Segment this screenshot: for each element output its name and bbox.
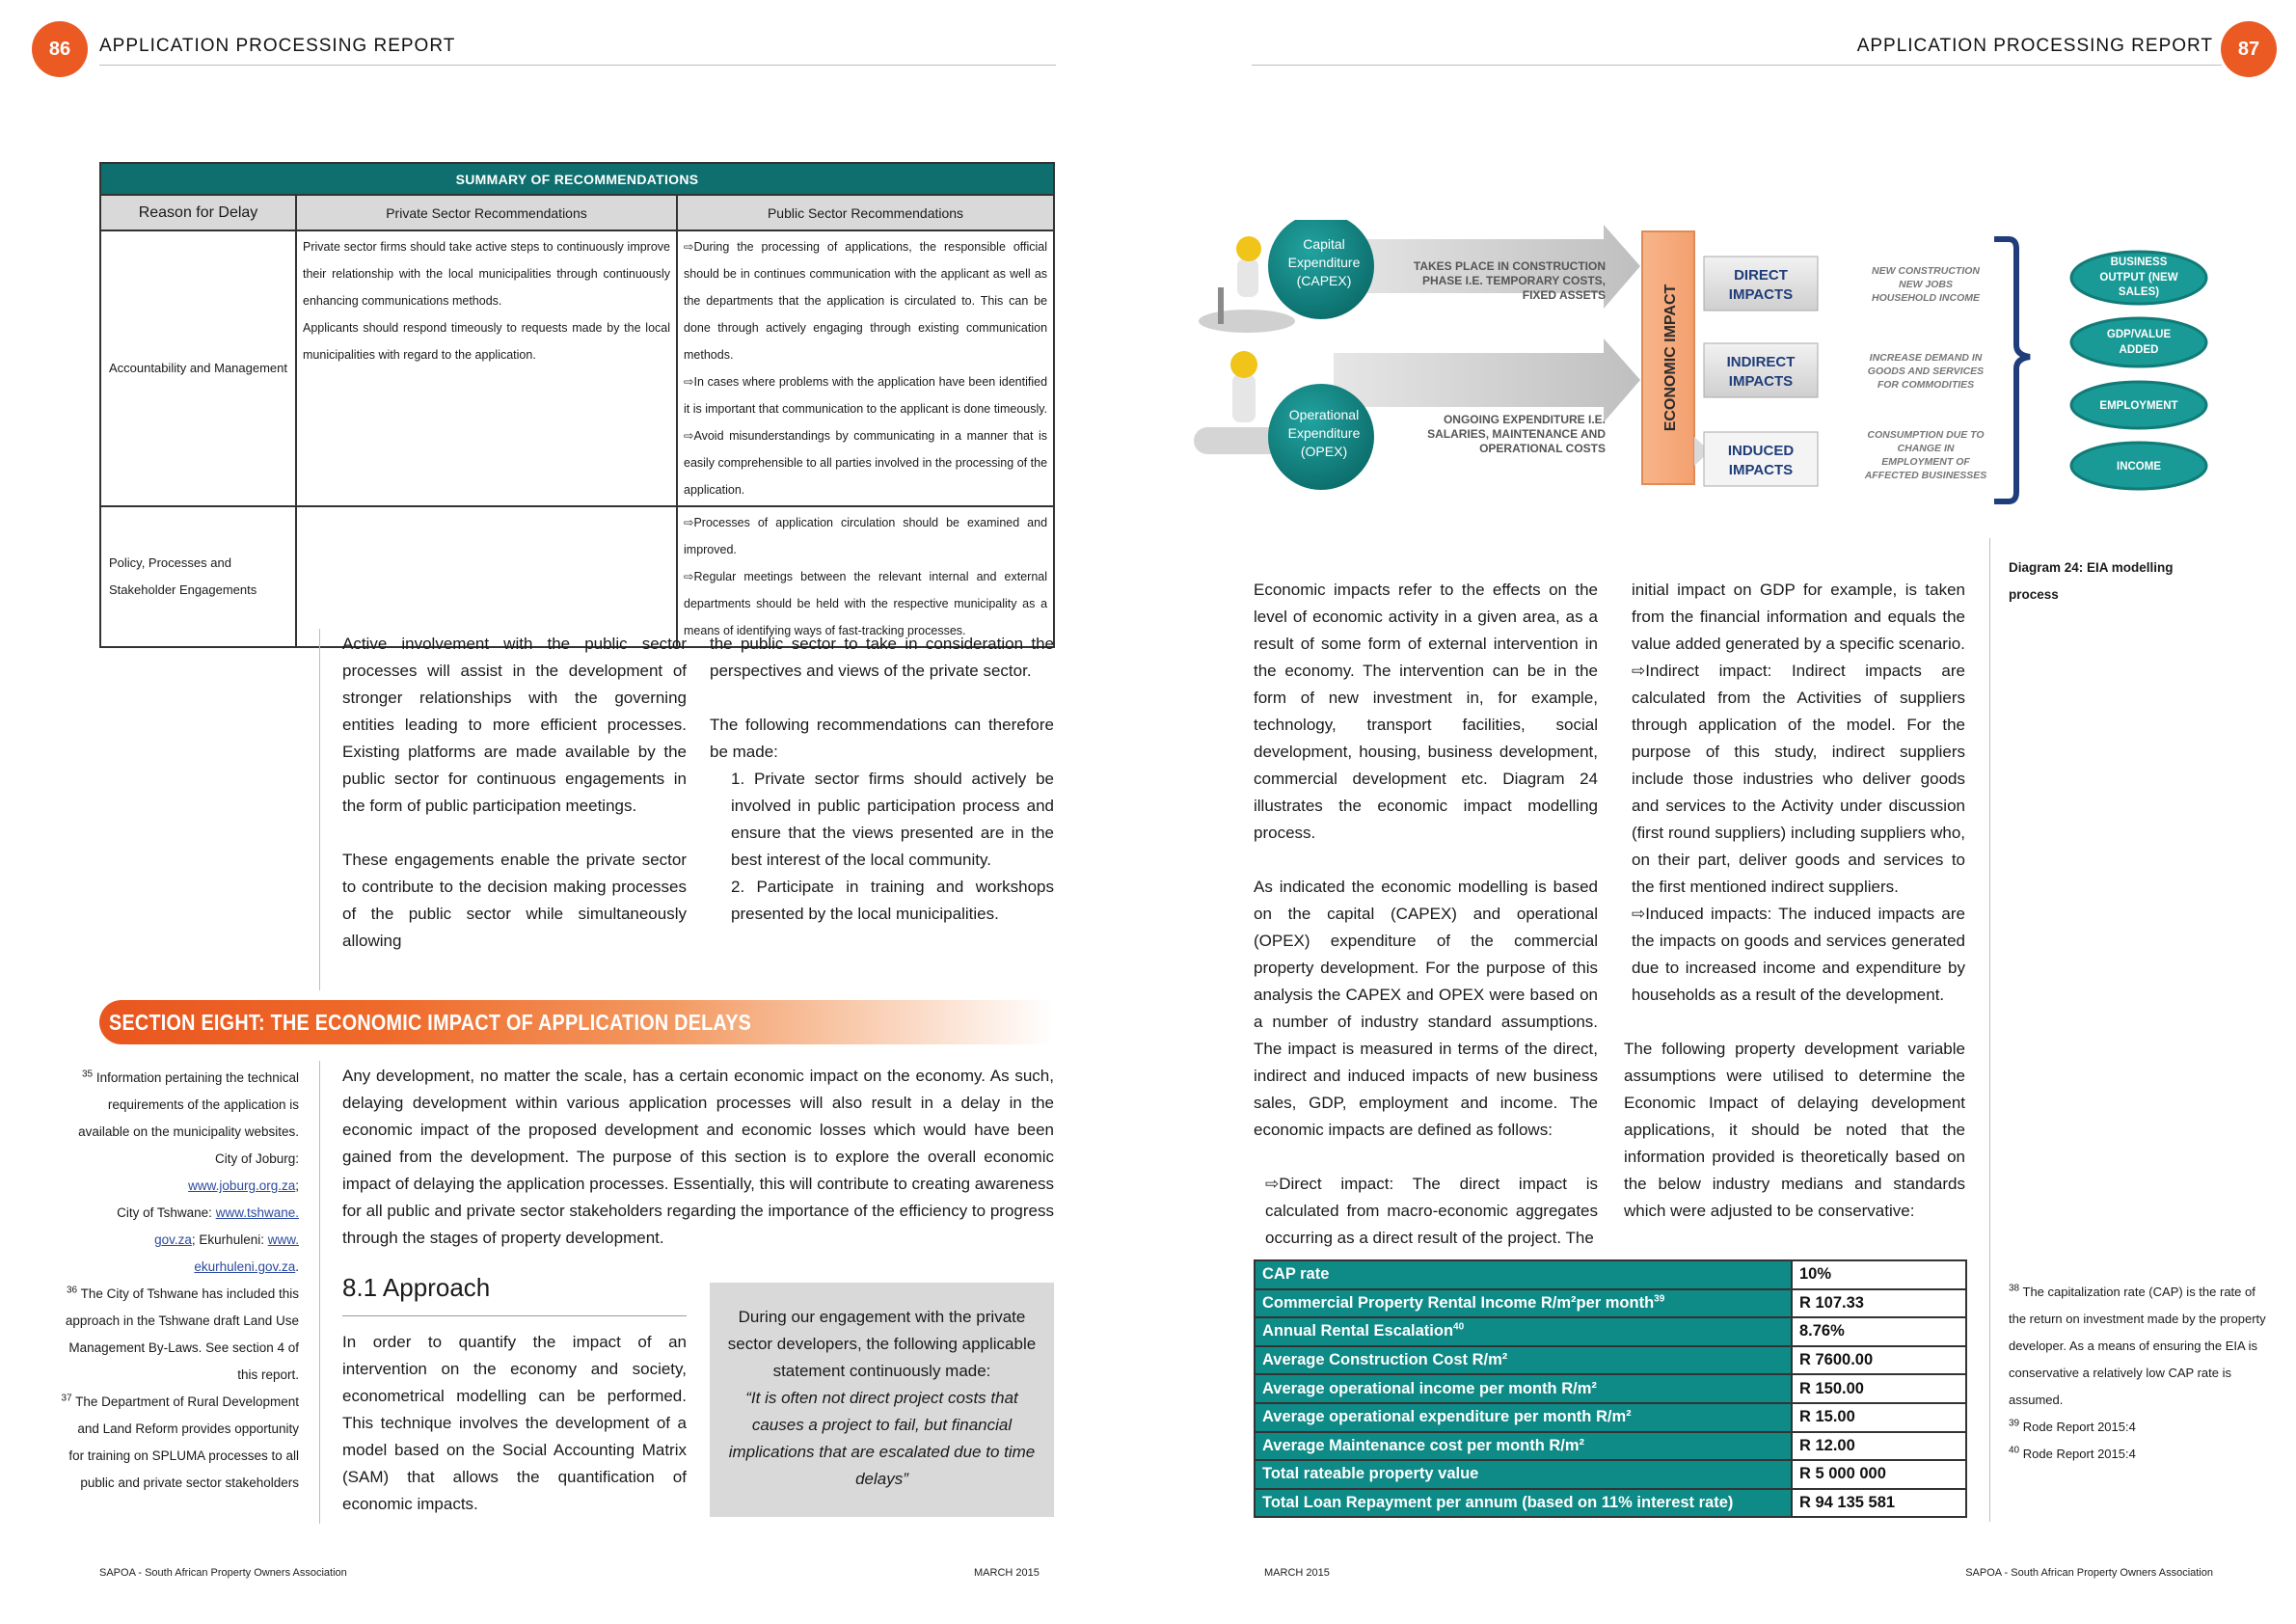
approach-text bbox=[342, 1329, 687, 1518]
assumption-value: 8.76% bbox=[1792, 1317, 1966, 1346]
left-text-column-1 bbox=[342, 631, 687, 955]
induced-impacts-label: INDUCED bbox=[1727, 443, 1795, 459]
assumption-label-text: CAP rate bbox=[1262, 1265, 1330, 1284]
assumption-label-text: Average Maintenance cost per month R/m² bbox=[1262, 1436, 1585, 1454]
footnote-text: Rode Report 2015:4 bbox=[2022, 1447, 2136, 1461]
assumption-value: R 150.00 bbox=[1792, 1374, 1966, 1403]
table-row bbox=[100, 230, 1054, 506]
opex-arrow-text: SALARIES, MAINTENANCE AND bbox=[1427, 427, 1606, 441]
table-row bbox=[1255, 1403, 1966, 1432]
approach-heading-rule bbox=[342, 1315, 687, 1316]
column-rule bbox=[319, 1061, 320, 1524]
induced-desc: AFFECTED BUSINESSES bbox=[1864, 470, 1987, 481]
paragraph: The following recommendations can therefore be made: bbox=[710, 716, 1054, 761]
output-label: EMPLOYMENT bbox=[2099, 400, 2178, 412]
capex-label: (CAPEX) bbox=[1296, 273, 1352, 288]
table-row bbox=[1255, 1317, 1966, 1346]
assumption-label bbox=[1255, 1289, 1792, 1318]
left-footer-org: SAPOA - South African Property Owners Association bbox=[99, 1567, 347, 1579]
assumption-label-text: Total rateable property value bbox=[1262, 1465, 1479, 1483]
quote-lead: During our engagement with the private sector developers, the following applicable statement continuously made: bbox=[727, 1308, 1037, 1380]
assumption-label-text: Average operational expenditure per month R/m² bbox=[1262, 1408, 1632, 1426]
paragraph: ⇨Direct impact: The direct impact is calculated from macro-economic aggregates occurring as a direct result of the project. The bbox=[1265, 1175, 1598, 1247]
capex-arrow-text: PHASE I.E. TEMPORARY COSTS, bbox=[1421, 274, 1606, 287]
assumption-label bbox=[1255, 1489, 1792, 1518]
indirect-desc: GOODS AND SERVICES bbox=[1867, 365, 1985, 377]
output-label: GDP/VALUE bbox=[2106, 329, 2172, 340]
list-item: 1. Private sector firms should actively be involved in public participation process and ensure that the views presented are in the best interest of the local community. bbox=[731, 770, 1054, 869]
capex-arrow-text: TAKES PLACE IN CONSTRUCTION bbox=[1413, 259, 1606, 273]
footnote-ref: 39 bbox=[1654, 1293, 1665, 1305]
opex-arrow-text: OPERATIONAL COSTS bbox=[1479, 442, 1606, 455]
output-label: ADDED bbox=[2119, 344, 2159, 356]
section-intro bbox=[342, 1063, 1054, 1252]
right-footnotes bbox=[2009, 1279, 2269, 1468]
assumption-label bbox=[1255, 1317, 1792, 1346]
col-header-private: Private Sector Recommendations bbox=[296, 195, 677, 230]
right-text-column-1 bbox=[1254, 577, 1598, 1252]
output-label: INCOME bbox=[2117, 461, 2161, 473]
quote-box bbox=[710, 1283, 1054, 1517]
direct-desc: NEW JOBS bbox=[1898, 279, 1954, 290]
right-footer-org: SAPOA - South African Property Owners Association bbox=[1965, 1567, 2213, 1579]
public-cell bbox=[677, 506, 1054, 647]
assumption-value: R 5 000 000 bbox=[1792, 1460, 1966, 1489]
capex-label: Capital bbox=[1303, 236, 1345, 252]
brace-icon bbox=[1994, 239, 2030, 501]
assumption-label bbox=[1255, 1346, 1792, 1375]
opex-label: Expenditure bbox=[1287, 425, 1361, 441]
direct-desc: NEW CONSTRUCTION bbox=[1872, 265, 1980, 277]
opex-label: (OPEX) bbox=[1300, 444, 1348, 459]
caption-line: process bbox=[2009, 587, 2059, 602]
opex-arrow bbox=[1334, 338, 1640, 422]
footnote-text: ; bbox=[295, 1178, 299, 1193]
ekurhuleni-link[interactable]: www. bbox=[267, 1232, 299, 1247]
right-footer-date: MARCH 2015 bbox=[1264, 1567, 1330, 1579]
public-rec: ⇨Regular meetings between the relevant internal and external departments should be held with the respective municipality as a means of identifying ways of fast-tracking processes. bbox=[684, 570, 1048, 637]
footnote-number: 35 bbox=[81, 1069, 94, 1080]
assumption-value: R 107.33 bbox=[1792, 1289, 1966, 1318]
right-header-rule bbox=[1252, 65, 2222, 66]
column-rule bbox=[319, 629, 320, 990]
public-rec: ⇨In cases where problems with the application have been identified it is important that communication to the applicant is done timeously. bbox=[684, 375, 1048, 416]
left-text-column-2 bbox=[710, 631, 1054, 928]
public-rec: ⇨Avoid misunderstandings by communicating in a manner that is easily comprehensible to all parties involved in the processing of the application. bbox=[684, 429, 1048, 497]
output-label: OUTPUT (NEW bbox=[2099, 272, 2178, 284]
ekurhuleni-link[interactable]: ekurhuleni.gov.za bbox=[194, 1259, 296, 1274]
table-row bbox=[1255, 1460, 1966, 1489]
right-header-title: APPLICATION PROCESSING REPORT bbox=[1856, 36, 2213, 56]
assumption-label-text: Average operational income per month R/m² bbox=[1262, 1379, 1597, 1397]
eia-modelling-diagram bbox=[1189, 220, 2221, 530]
opex-label: Operational bbox=[1288, 407, 1360, 422]
induced-desc: CHANGE IN bbox=[1897, 443, 1955, 454]
right-page-number: 87 bbox=[2221, 21, 2277, 77]
footnote-number: 40 bbox=[2009, 1445, 2020, 1456]
indirect-impacts-label: INDIRECT bbox=[1726, 354, 1796, 370]
table-row bbox=[1255, 1346, 1966, 1375]
footnote-text: Information pertaining the technical requirements of the application is available on the municipality websites. City of Joburg: bbox=[78, 1070, 299, 1166]
assumption-value: R 94 135 581 bbox=[1792, 1489, 1966, 1518]
left-header-rule bbox=[99, 65, 1056, 66]
left-header-title: APPLICATION PROCESSING REPORT bbox=[99, 36, 456, 56]
paragraph: the public sector to take in consideration the perspectives and views of the private sector. bbox=[710, 635, 1054, 680]
paragraph: The following property development variable assumptions were utilised to determine the Economic Impact of delaying development applications, it should be noted that the information provided is theoretically based on the below industry medians and standards which were adjusted to be conservative: bbox=[1624, 1040, 1965, 1220]
footnote-text: . bbox=[295, 1259, 299, 1274]
table-row bbox=[1255, 1374, 1966, 1403]
caption-line: Diagram 24: EIA modelling bbox=[2009, 560, 2174, 575]
footnote-text: City of Tshwane: bbox=[117, 1205, 212, 1220]
opex-arrow-text: ONGOING EXPENDITURE I.E. bbox=[1443, 413, 1606, 426]
private-cell bbox=[296, 506, 677, 647]
footnote-text: The capitalization rate (CAP) is the rate of the return on investment made by the property developer. As a means of ensuring the EIA is conservative a relatively low CAP rate is assumed. bbox=[2009, 1285, 2266, 1407]
footnote-number: 37 bbox=[61, 1393, 72, 1404]
footnote-text: The City of Tshwane has included this approach in the Tshwane draft Land Use Management By-Laws. See section 4 of this report. bbox=[65, 1286, 299, 1382]
col-header-reason: Reason for Delay bbox=[100, 195, 296, 230]
reason-cell: Policy, Processes and Stakeholder Engagements bbox=[100, 506, 296, 647]
table-row bbox=[1255, 1260, 1966, 1289]
approach-heading: 8.1 Approach bbox=[342, 1273, 491, 1302]
assumption-label bbox=[1255, 1403, 1792, 1432]
direct-desc: HOUSEHOLD INCOME bbox=[1871, 292, 1981, 304]
table-row bbox=[100, 506, 1054, 647]
summary-of-recommendations-table bbox=[99, 162, 1055, 648]
paragraph: ⇨Induced impacts: The induced impacts are the impacts on goods and services generated due to increased income and expenditure by households as a result of the development. bbox=[1632, 905, 1965, 1004]
private-cell bbox=[296, 230, 677, 506]
tshwane-link[interactable]: gov.za bbox=[154, 1232, 192, 1247]
footnote-number: 38 bbox=[2009, 1283, 2020, 1294]
footnote-text: The Department of Rural Development and Land Reform provides opportunity for training on SPLUMA processes to all public and private sector stakeholders bbox=[68, 1394, 299, 1490]
assumption-value: R 12.00 bbox=[1792, 1432, 1966, 1461]
paragraph: As indicated the economic modelling is based on the capital (CAPEX) and operational (OPEX) expenditure of the commercial property development. For the purpose of this analysis the CAPEX and OPEX were based on a number of industry standard assumptions. The impact is measured in terms of the direct, indirect and induced impacts of new business sales, GDP, employment and income. The economic impacts are defined as follows: bbox=[1254, 878, 1598, 1139]
diagram-caption bbox=[2009, 555, 2230, 609]
induced-desc: EMPLOYMENT OF bbox=[1881, 456, 1970, 468]
assumption-label bbox=[1255, 1460, 1792, 1489]
private-rec: Applicants should respond timeously to requests made by the local municipalities with regard to the application. bbox=[303, 321, 670, 362]
assumption-label bbox=[1255, 1432, 1792, 1461]
list-item: 2. Participate in training and workshops presented by the local municipalities. bbox=[731, 878, 1054, 923]
footnote-ref: 40 bbox=[1453, 1321, 1465, 1333]
footnote-number: 36 bbox=[66, 1285, 78, 1296]
output-gdp bbox=[2071, 318, 2206, 366]
col-header-public: Public Sector Recommendations bbox=[677, 195, 1054, 230]
capex-arrow-text: FIXED ASSETS bbox=[1522, 288, 1606, 302]
public-cell bbox=[677, 230, 1054, 506]
economic-impact-label: ECONOMIC IMPACT bbox=[1662, 284, 1679, 432]
paragraph: Any development, no matter the scale, has a certain economic impact on the economy. As such, delaying development within various application processes will also result in a delay in the economic impact of the proposed development and economic losses which would have been gained from the development. The purpose of this section is to explore the overall economic impact of delaying the application processes. Essentially, this will contribute to creating awareness for all public and private sector stakeholders regarding the importance of the efficiency to progress through the stages of property development. bbox=[342, 1067, 1054, 1247]
section-title: SECTION EIGHT: THE ECONOMIC IMPACT OF APPLICATION DELAYS bbox=[109, 1010, 752, 1035]
paragraph: These engagements enable the private sector to contribute to the decision making processes of the public sector while simultaneously allowing bbox=[342, 851, 687, 950]
table-row bbox=[1255, 1289, 1966, 1318]
reason-cell: Accountability and Management bbox=[100, 230, 296, 506]
paragraph: ⇨Indirect impact: Indirect impacts are calculated from the Activities of suppliers through application of the model. For the purpose of this study, indirect suppliers include those industries who deliver goods and services to the Activity under discussion (first round suppliers) including suppliers who, on their part, deliver goods and services to the first mentioned indirect suppliers. bbox=[1632, 662, 1965, 896]
left-footer-date: MARCH 2015 bbox=[974, 1567, 1040, 1579]
indirect-impacts-label: IMPACTS bbox=[1728, 373, 1794, 390]
footnote-number: 39 bbox=[2009, 1418, 2020, 1429]
paragraph: initial impact on GDP for example, is taken from the financial information and equals the value added generated by a specific scenario. bbox=[1632, 581, 1965, 653]
direct-impacts-label: IMPACTS bbox=[1728, 286, 1794, 303]
footnote-text: Rode Report 2015:4 bbox=[2022, 1420, 2136, 1434]
table-row bbox=[1255, 1489, 1966, 1518]
quote-text: “It is often not direct project costs that causes a project to fail, but financial implications that are escalated due to time delays” bbox=[728, 1389, 1036, 1488]
output-label: BUSINESS bbox=[2110, 257, 2168, 268]
footnote-text: ; Ekurhuleni: bbox=[191, 1232, 264, 1247]
assumption-value: 10% bbox=[1792, 1260, 1966, 1289]
tshwane-link[interactable]: www.tshwane. bbox=[215, 1205, 299, 1220]
assumption-label-text: Total Loan Repayment per annum (based on 11% interest rate) bbox=[1262, 1494, 1734, 1512]
output-label: SALES) bbox=[2118, 286, 2160, 298]
column-rule bbox=[1989, 538, 1990, 1522]
direct-impacts-label: DIRECT bbox=[1734, 267, 1788, 284]
induced-impacts-label: IMPACTS bbox=[1728, 462, 1794, 478]
assumption-label-text: Average Construction Cost R/m² bbox=[1262, 1351, 1508, 1369]
paragraph: Active involvement with the public sector processes will assist in the development of stronger relationships with the governing entities leading to more efficient processes. Existing platforms are made available by the public sector for continuous engagements in the form of public participation meetings. bbox=[342, 635, 687, 815]
public-rec: ⇨Processes of application circulation should be examined and improved. bbox=[684, 516, 1048, 556]
table-row bbox=[1255, 1432, 1966, 1461]
property-assumptions-table bbox=[1254, 1259, 1967, 1518]
indirect-desc: FOR COMMODITIES bbox=[1877, 379, 1975, 391]
table-caption: SUMMARY OF RECOMMENDATIONS bbox=[100, 163, 1054, 195]
indirect-desc: INCREASE DEMAND IN bbox=[1869, 352, 1983, 364]
assumption-value: R 15.00 bbox=[1792, 1403, 1966, 1432]
left-footnotes bbox=[60, 1065, 299, 1497]
paragraph: Economic impacts refer to the effects on the level of economic activity in a given area, as a result of some form of external intervention in the economy. The intervention can be in the form of new investment in, for example, technology, transport facilities, social development, housing, business development, commercial development etc. Diagram 24 illustrates the economic impact modelling process. bbox=[1254, 581, 1598, 842]
capex-label: Expenditure bbox=[1287, 255, 1361, 270]
right-text-column-2 bbox=[1624, 577, 1965, 1225]
assumption-label bbox=[1255, 1374, 1792, 1403]
private-rec: Private sector firms should take active steps to continuously improve their relationship with the local municipalities through continuously enhancing communications methods. bbox=[303, 240, 670, 308]
public-rec: ⇨During the processing of applications, the responsible official should be in continues communication with the applicant as well as the departments that the application is circulated to. This can be done through actively engaging through existing communication methods. bbox=[684, 240, 1048, 362]
assumption-value: R 7600.00 bbox=[1792, 1346, 1966, 1375]
induced-desc: CONSUMPTION DUE TO bbox=[1867, 429, 1985, 441]
left-page-number: 86 bbox=[32, 21, 88, 77]
joburg-link[interactable]: www.joburg.org.za bbox=[188, 1178, 296, 1193]
assumption-label-text: Annual Rental Escalation bbox=[1262, 1322, 1454, 1340]
paragraph: In order to quantify the impact of an intervention on the economy and society, econometrical modelling can be performed. This technique involves the development of a model based on the Social Accounting Matrix (SAM) that allows the quantification of economic impacts. bbox=[342, 1333, 687, 1513]
assumption-label-text: Commercial Property Rental Income R/m²per month bbox=[1262, 1293, 1655, 1312]
assumption-label bbox=[1255, 1260, 1792, 1289]
